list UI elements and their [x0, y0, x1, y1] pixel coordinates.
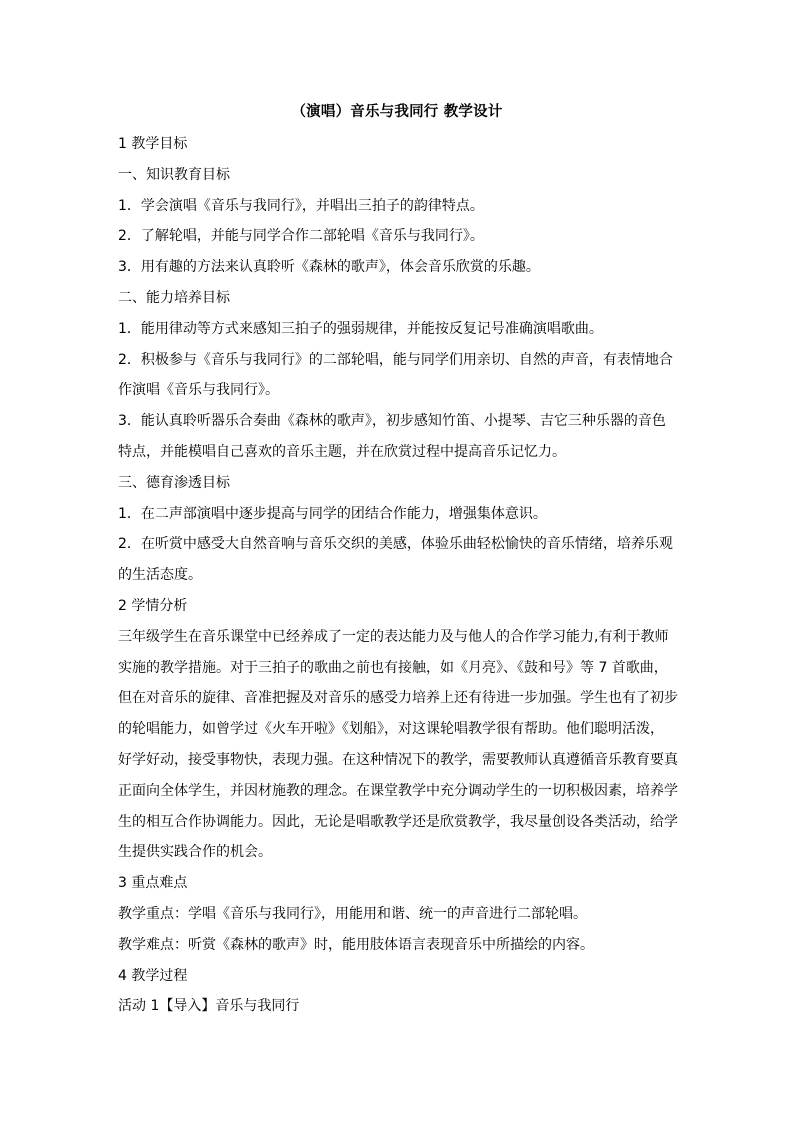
- paragraph-line: 教学重点：学唱《音乐与我同行》，用能用和谐、统一的声音进行二部轮唱。: [118, 905, 587, 922]
- paragraph-line: 的生活态度。: [118, 567, 202, 584]
- section-heading-teaching-process: 4 教学过程: [118, 967, 188, 984]
- paragraph-line: 作演唱《音乐与我同行》。: [118, 382, 279, 399]
- paragraph-line: 2．在听赏中感受大自然音响与音乐交织的美感，体验乐曲轻松愉快的音乐情绪，培养乐观: [118, 536, 673, 553]
- paragraph-line: 特点，并能模唱自己喜欢的音乐主题，并在欣赏过程中提高音乐记忆力。: [118, 443, 566, 460]
- paragraph-line: 3．能认真聆听器乐合奏曲《森林的歌声》，初步感知竹笛、小提琴、吉它三种乐器的音色: [118, 413, 666, 430]
- paragraph-line: 3．用有趣的方法来认真聆听《森林的歌声》，体会音乐欣赏的乐趣。: [118, 259, 540, 276]
- paragraph-line: 教学难点：听赏《森林的歌声》时，能用肢体语言表现音乐中所描绘的内容。: [118, 936, 594, 953]
- section-heading-key-points: 3 重点难点: [118, 875, 188, 892]
- subheading-ability-goals: 二、能力培养目标: [118, 289, 230, 306]
- paragraph-line: 生的相互合作协调能力。因此，无论是唱歌教学还是欣赏教学，我尽量创设各类活动，给学: [118, 813, 678, 830]
- paragraph-line: 好学好动，接受事物快，表现力强。在这种情况下的教学，需要教师认真遵循音乐教育要真: [118, 751, 678, 768]
- document-title: （演唱）音乐与我同行 教学设计: [291, 104, 503, 120]
- paragraph-line: 1．学会演唱《音乐与我同行》，并唱出三拍子的韵律特点。: [118, 197, 484, 214]
- paragraph-line: 实施的教学措施。对于三拍子的歌曲之前也有接触，如《月亮》、《鼓和号》等 7 首歌曲，: [118, 659, 668, 676]
- paragraph-line: 1．在二声部演唱中逐步提高与同学的团结合作能力，增强集体意识。: [118, 505, 547, 522]
- document-body: [118, 134, 678, 1016]
- paragraph-line: 的轮唱能力，如曾学过《火车开啦》《划船》，对这课轮唱教学很有帮助。他们聪明活泼，: [118, 721, 664, 738]
- paragraph-line: 2．积极参与《音乐与我同行》的二部轮唱，能与同学们用亲切、自然的声音，有表情地合: [118, 351, 673, 368]
- paragraph-line: 生提供实践合作的机会。: [118, 844, 272, 861]
- subheading-knowledge-goals: 一、知识教育目标: [118, 166, 230, 183]
- activity-heading: 活动 1【导入】音乐与我同行: [118, 998, 300, 1015]
- paragraph-line: 1．能用律动等方式来感知三拍子的强弱规律，并能按反复记号准确演唱歌曲。: [118, 320, 603, 337]
- paragraph-line: 正面向全体学生，并因材施教的理念。在课堂教学中充分调动学生的一切积极因素，培养学: [118, 782, 678, 799]
- paragraph-line: 三年级学生在音乐课堂中已经养成了一定的表达能力及与他人的合作学习能力,有利于教师: [118, 628, 669, 645]
- section-heading-student-analysis: 2 学情分析: [118, 597, 188, 614]
- subheading-moral-goals: 三、德育渗透目标: [118, 474, 230, 491]
- section-heading-objectives: 1 教学目标: [118, 136, 188, 152]
- paragraph-line: 但在对音乐的旋律、音准把握及对音乐的感受力培养上还有待进一步加强。学生也有了初步: [118, 690, 678, 707]
- paragraph-line: 2．了解轮唱，并能与同学合作二部轮唱《音乐与我同行》。: [118, 228, 484, 245]
